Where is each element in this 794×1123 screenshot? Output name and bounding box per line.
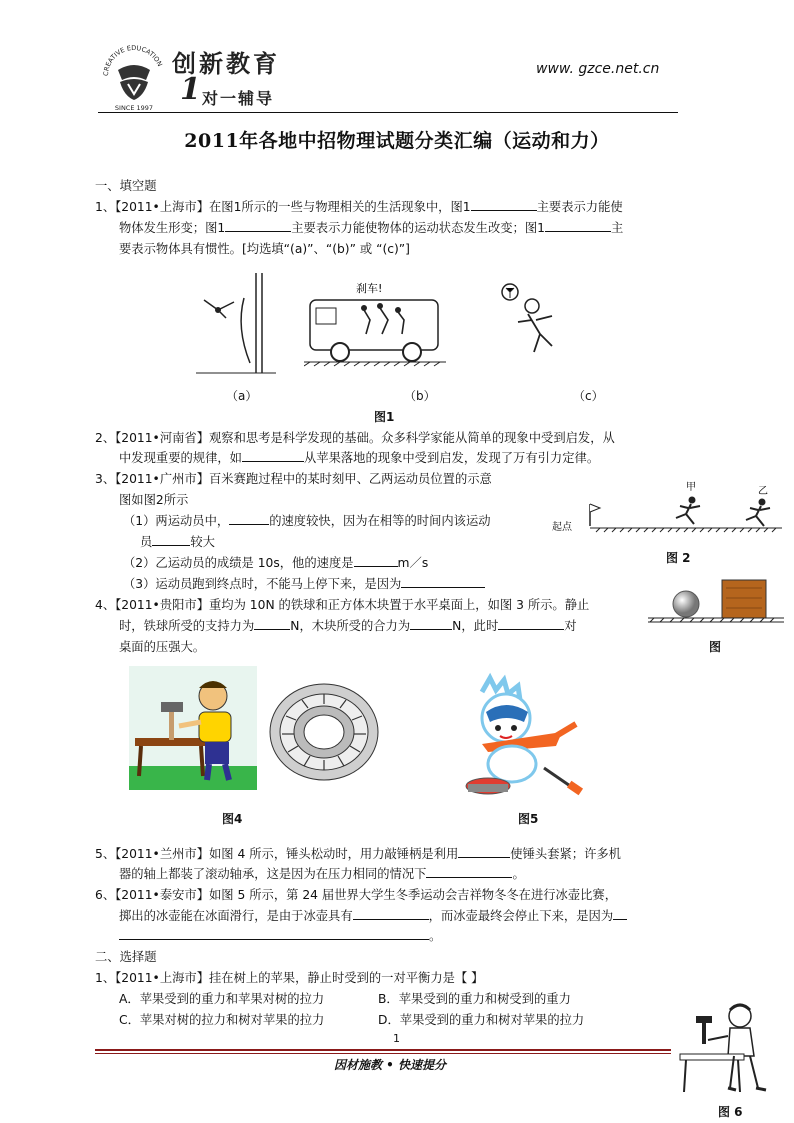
section2-heading: 二、选择题: [95, 950, 157, 964]
question-3-line2: 图如图2所示: [119, 493, 189, 507]
figure-2-race: [552, 478, 782, 540]
question-6: 6、【2011•泰安市】如图 5 所示，第 24 届世界大学生冬季运动会吉祥物冬冬在进行冰壶比赛，: [95, 888, 618, 902]
mc-option-d: D．苹果受到的重力和树对苹果的拉力: [378, 1013, 585, 1027]
logo-subtitle: 对一辅导: [202, 89, 275, 108]
question-5: 5、【2011•兰州市】如图 4 所示，锤头松动时，用力敲锤柄是利用 使锤头套紧；许多机: [95, 847, 621, 861]
question-4: 4、【2011•贵阳市】重均为 10N 的铁球和正方体木块置于水平桌面上，如图 3 所示。静止: [95, 598, 590, 612]
question-1-line2: 物体发生形变；图1 主要表示力能使物体的运动状态发生改变；图1 主: [119, 221, 624, 235]
figure-5-label: 图5: [518, 812, 539, 826]
website[interactable]: www. gzce.net.cn: [536, 61, 660, 77]
figure-3-label: 图: [709, 640, 722, 654]
footer-rule-thick: [95, 1049, 671, 1051]
figure-1a-pole-vault: [196, 268, 276, 378]
mc-question-1: 1、【2011•上海市】挂在树上的苹果，静止时受到的一对平衡力是【 】: [95, 971, 484, 985]
svg-text:乙: 乙: [758, 486, 768, 497]
question-3-part1: （1）两运动员中， 的速度较快，因为在相等的时间内该运动: [123, 514, 491, 528]
header-rule: [98, 112, 678, 113]
svg-text:刹车!: 刹车!: [356, 282, 383, 295]
logo-since: SINCE 1997: [114, 104, 154, 112]
page-title: 2011年各地中招物理试题分类汇编（运动和力）: [184, 130, 610, 152]
question-1-line3: 要表示物体具有惯性。[均选填“(a)”、“(b)” 或 “(c)”]: [119, 242, 410, 256]
question-5-line2: 器的轴上都装了滚动轴承，这是因为在压力相同的情况下 。: [119, 867, 525, 881]
mc-option-b: B．苹果受到的重力和树受到的重力: [378, 992, 571, 1006]
question-4-line3: 桌面的压强大。: [119, 640, 206, 654]
page-number: 1: [393, 1032, 400, 1045]
question-3-part1-line2: 员 较大: [140, 535, 215, 549]
footer-slogan: 因材施教 • 快速提分: [334, 1058, 447, 1072]
logo: [98, 40, 298, 112]
question-3-part2: （2）乙运动员的成绩是 10s，他的速度是 m／s: [123, 556, 429, 570]
footer-rule-thin: [95, 1053, 671, 1054]
figure-4-hammer-image: [129, 666, 257, 790]
logo-title: 创新教育: [172, 49, 280, 78]
question-6-line3: 。: [119, 926, 441, 947]
figure-1b-caption: （b）: [404, 389, 436, 403]
svg-text:起点: 起点: [552, 522, 572, 533]
figure-5-mascot-curling-image: [452, 672, 584, 802]
figure-1a-caption: （a）: [226, 389, 258, 403]
question-6-line2: 掷出的冰壶能在冰面滑行，是由于冰壶具有 ，而冰壶最终会停止下来，是因为: [119, 906, 627, 927]
question-4-line2: 时，铁球所受的支持力为 N，木块所受的合力为 N，此时 对: [119, 619, 577, 633]
question-2: 2、【2011•河南省】观察和思考是科学发现的基础。众多科学家能从简单的现象中受到启发，从: [95, 431, 615, 445]
mc-option-a: A．苹果受到的重力和苹果对树的拉力: [119, 992, 325, 1006]
logo-emblem-icon: [98, 40, 170, 112]
figure-1c-heading-ball: [498, 276, 572, 362]
svg-text:甲: 甲: [686, 482, 696, 493]
mc-option-c: C．苹果对树的拉力和树对苹果的拉力: [119, 1013, 325, 1027]
figure-6-label: 图 6: [718, 1105, 743, 1119]
figure-4-bearing-image: [266, 680, 384, 784]
figure-6-hammer-sketch: [678, 996, 776, 1098]
figure-1c-caption: （c）: [573, 389, 604, 403]
question-3-part3: （3）运动员跑到终点时，不能马上停下来，是因为: [123, 574, 485, 595]
question-2-line2: 中发现重要的规律，如 从苹果落地的现象中受到启发，发现了万有引力定律。: [119, 451, 600, 465]
logo-one: 1: [180, 72, 201, 107]
figure-3-ball-and-block: [646, 574, 786, 630]
figure-1b-bus-brake: [304, 278, 446, 368]
logo-arc-text: CREATIVE EDUCATION: [101, 43, 164, 77]
figure-4-label: 图4: [222, 812, 243, 826]
section1-heading: 一、填空题: [95, 179, 157, 193]
question-1: 1、【2011•上海市】在图1所示的一些与物理相关的生活现象中，图1 主要表示力能使: [95, 200, 623, 214]
figure-2-label: 图 2: [666, 551, 691, 565]
question-3: 3、【2011•广州市】百米赛跑过程中的某时刻甲、乙两运动员位置的示意: [95, 472, 492, 486]
figure-1-label: 图1: [374, 410, 395, 424]
